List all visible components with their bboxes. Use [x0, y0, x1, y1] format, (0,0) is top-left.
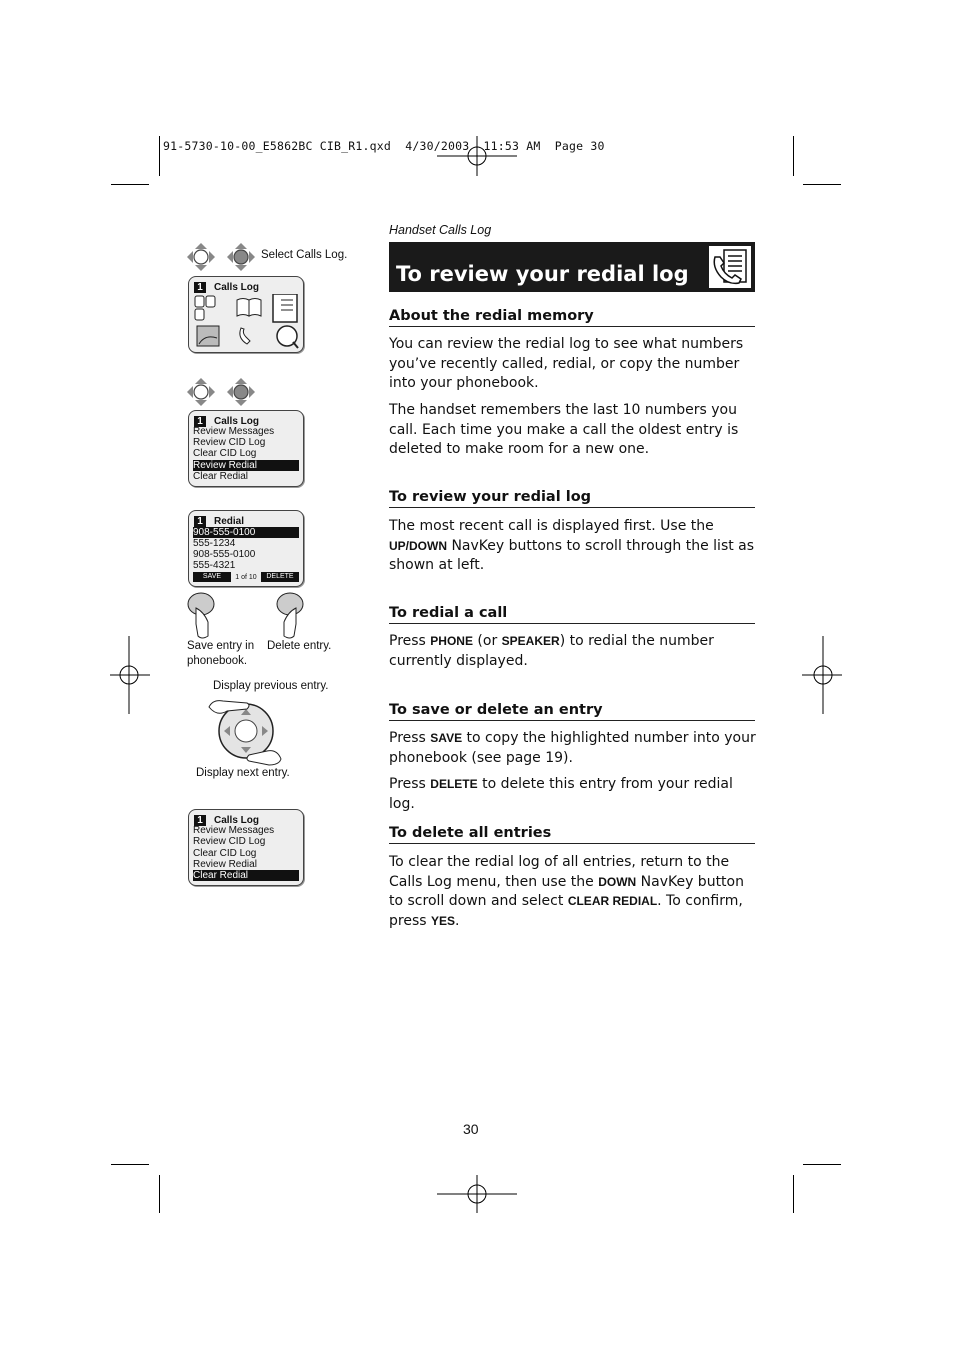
navkey-icon [186, 242, 258, 272]
delete-softkey-label[interactable]: DELETE [261, 572, 299, 582]
menu-item[interactable]: Review Messages [193, 825, 275, 836]
calls-log-icon-screen [188, 276, 304, 353]
handset-number: 1 [194, 516, 206, 527]
save-softkey-label[interactable]: SAVE [193, 572, 231, 582]
page-title: To review your redial log [396, 262, 689, 286]
menu-item[interactable]: Clear Redial [193, 471, 249, 482]
redial-paragraph: Press PHONE (or SPEAKER) to redial the number currently displayed. [389, 633, 714, 669]
menu-item[interactable]: Review Redial [193, 859, 257, 870]
redial-entry[interactable]: 555-1234 [193, 538, 236, 549]
screen-title: Calls Log [214, 416, 260, 427]
navkey-up-down-icon [205, 697, 285, 767]
display-next-caption: Display next entry. [196, 767, 290, 779]
print-slug: 91-5730-10-00_E5862BC CIB_R1.qxd 4/30/2003 11:53 AM Page 30 [163, 139, 605, 153]
delete-paragraph: Press DELETE to delete this entry from your redial log. [389, 776, 733, 812]
heading-delete-all: To delete all entries [389, 825, 755, 844]
navkey-icon [186, 377, 258, 407]
key-clear-redial: CLEAR REDIAL [567, 894, 658, 908]
key-updown: UP/DOWN [389, 538, 447, 553]
redial-entry[interactable]: 908-555-0100 [193, 549, 256, 560]
heading-about: About the redial memory [389, 308, 755, 327]
crop-mark [793, 136, 794, 176]
key-yes: YES [431, 913, 456, 928]
calls-log-icon [709, 246, 751, 288]
crop-mark [111, 1164, 149, 1165]
section-label: Handset Calls Log [389, 223, 492, 237]
calls-log-clear-redial-screen [188, 809, 304, 886]
pointing-finger-icon [272, 590, 306, 640]
crop-mark [159, 136, 160, 176]
menu-item[interactable]: Review CID Log [193, 437, 266, 448]
display-previous-caption: Display previous entry. [213, 680, 329, 692]
handset-number: 1 [194, 815, 206, 826]
delete-all-paragraph: To clear the redial log of all entries, return to the Calls Log menu, then use the DOWN NavKey button to scroll down and select CLEAR REDIAL. To confirm, press YES. [389, 854, 744, 929]
menu-item[interactable]: Clear CID Log [193, 848, 257, 859]
heading-review: To review your redial log [389, 489, 755, 508]
screen-title: Redial [214, 516, 245, 527]
menu-item-selected[interactable]: Clear Redial [193, 870, 299, 881]
menu-icons [193, 294, 299, 350]
redial-entry[interactable]: 555-4321 [193, 560, 236, 571]
about-paragraph-2: The handset remembers the last 10 numbers you call. Each time you make a call the oldest entry is deleted to make room for a new one. [389, 402, 739, 457]
save-entry-caption: Save entry in phonebook. [187, 640, 255, 667]
save-paragraph: Press SAVE to copy the highlighted number into your phonebook (see page 19). [389, 730, 756, 766]
pointing-finger-icon [186, 590, 220, 640]
select-calls-log-caption: Select Calls Log. [261, 249, 348, 261]
registration-mark-left [110, 636, 150, 714]
key-down: DOWN [598, 874, 637, 889]
heading-redial: To redial a call [389, 605, 755, 624]
crop-mark [803, 184, 841, 185]
registration-mark-bottom [437, 1175, 517, 1213]
crop-mark [793, 1175, 794, 1213]
registration-mark-right [802, 636, 842, 714]
menu-item[interactable]: Review CID Log [193, 836, 266, 847]
menu-item[interactable]: Clear CID Log [193, 448, 257, 459]
menu-item[interactable]: Review Messages [193, 426, 275, 437]
screen-title: Calls Log [214, 282, 260, 293]
heading-save-delete: To save or delete an entry [389, 702, 755, 721]
key-delete: DELETE [430, 777, 478, 791]
page-number: 30 [463, 1121, 479, 1137]
review-paragraph: The most recent call is displayed first. Use the UP/DOWN NavKey buttons to scroll through the list as shown at left. [389, 518, 755, 573]
handset-number: 1 [194, 282, 206, 293]
calls-log-menu-screen [188, 410, 304, 487]
menu-item-selected[interactable]: Review Redial [193, 460, 299, 471]
entry-counter: 1 of 10 [235, 574, 257, 581]
screen-title: Calls Log [214, 815, 260, 826]
key-speaker: SPEAKER [501, 634, 560, 648]
crop-mark [111, 184, 149, 185]
redial-entry-selected[interactable]: 908-555-0100 [193, 527, 299, 538]
delete-entry-caption: Delete entry. [267, 640, 332, 652]
handset-number: 1 [194, 416, 206, 427]
key-save: SAVE [430, 731, 463, 745]
title-bar [389, 242, 755, 292]
key-phone: PHONE [430, 634, 473, 648]
about-paragraph-1: You can review the redial log to see what numbers you’ve recently called, redial, or copy the number into your phonebook. [389, 336, 744, 391]
redial-screen [188, 510, 304, 587]
crop-mark [159, 1175, 160, 1213]
crop-mark [803, 1164, 841, 1165]
